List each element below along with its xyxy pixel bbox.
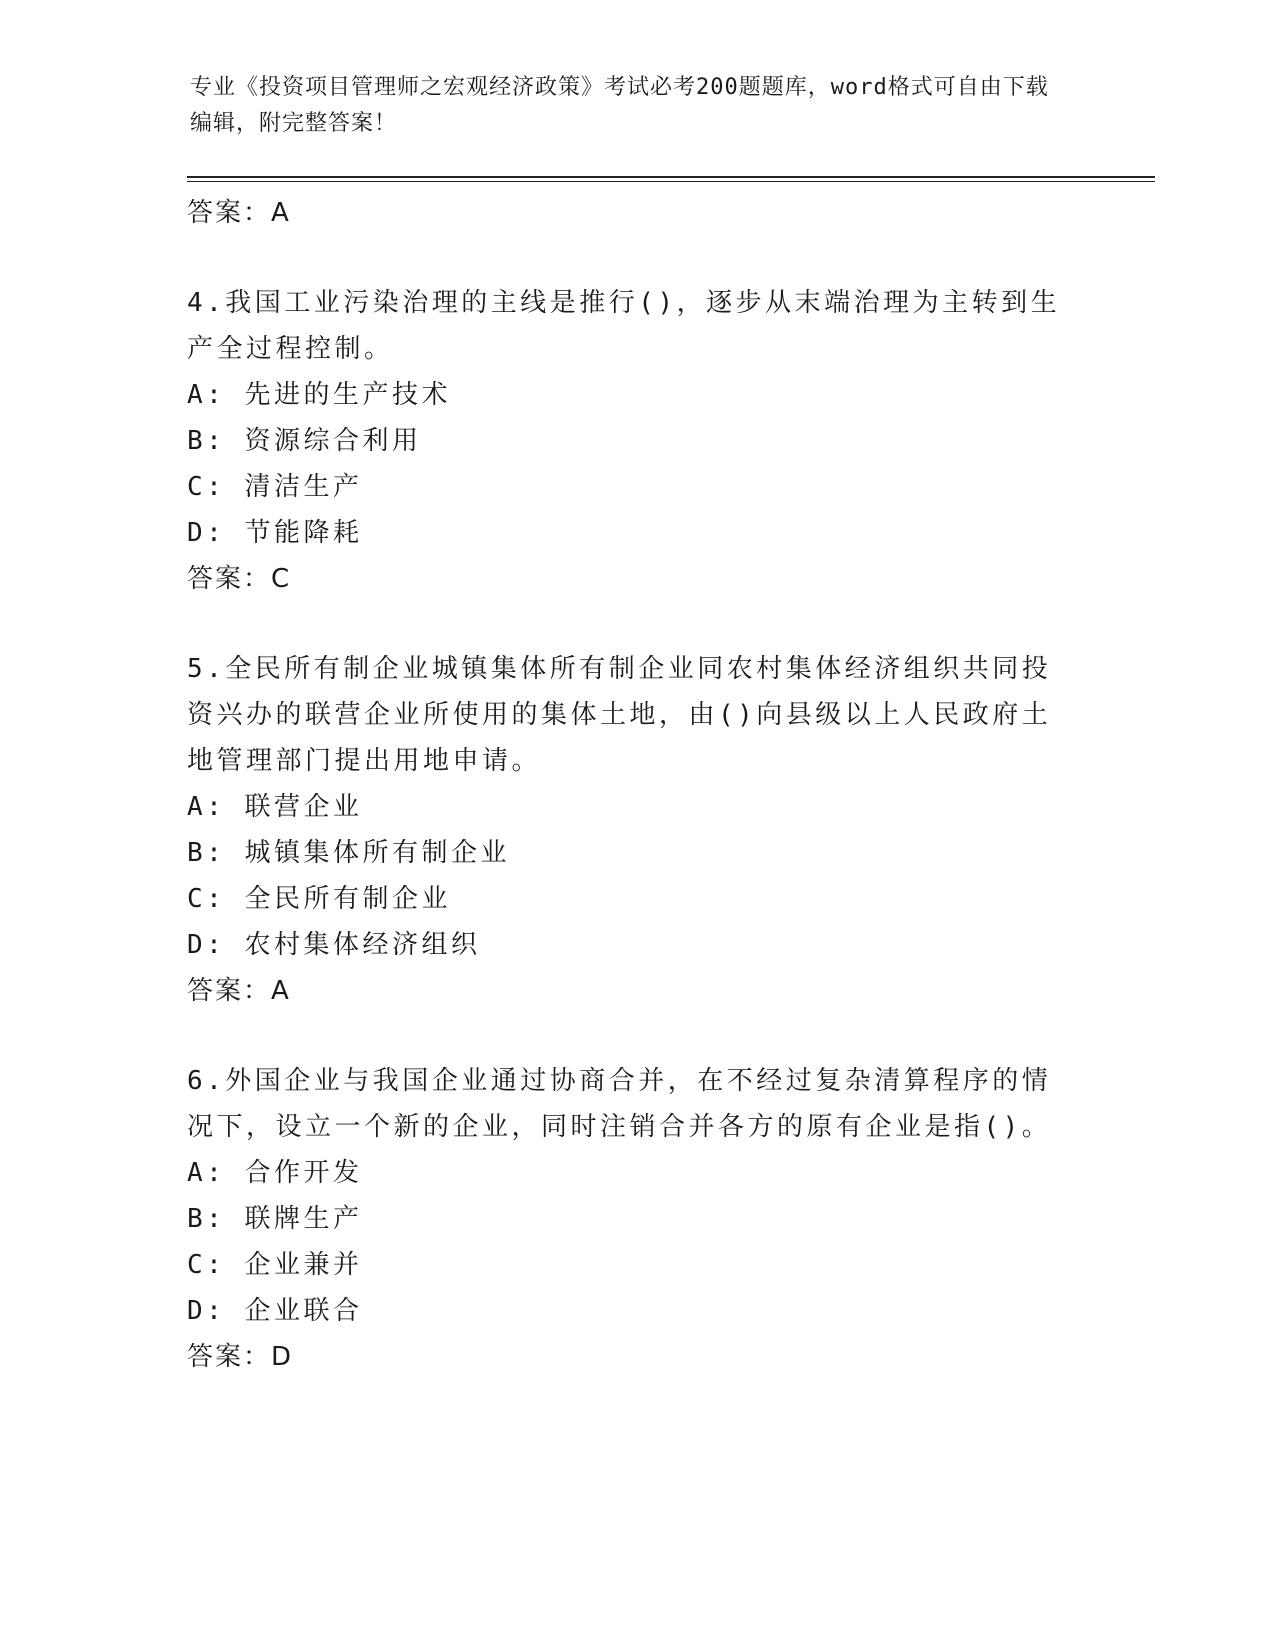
option-a: A: 先进的生产技术 — [187, 380, 451, 410]
option-d: D: 企业联合 — [187, 1296, 363, 1326]
answer-line: 答案：A — [187, 198, 291, 228]
option-d: D: 农村集体经济组织 — [187, 930, 481, 960]
document-header: 专业《投资项目管理师之宏观经济政策》考试必考200题题库，word格式可自由下载编辑，附完整答案！ — [190, 75, 1049, 136]
option-c: C: 清洁生产 — [187, 472, 363, 502]
question-stem: 4.我国工业污染治理的主线是推行()，逐步从末端治理为主转到生产全过程控制。 — [187, 288, 1061, 364]
option-b: B: 城镇集体所有制企业 — [187, 838, 510, 868]
option-a: A: 联营企业 — [187, 792, 363, 822]
option-b: B: 资源综合利用 — [187, 426, 422, 456]
question-list — [187, 190, 1067, 1380]
question-block — [187, 1058, 1067, 1380]
question-block — [187, 280, 1067, 602]
option-c: C: 全民所有制企业 — [187, 884, 451, 914]
answer-line: 答案：C — [187, 564, 292, 594]
question-stem: 6.外国企业与我国企业通过协商合并，在不经过复杂清算程序的情况下，设立一个新的企业，同时注销合并各方的原有企业是指()。 — [187, 1066, 1052, 1142]
option-a: A: 合作开发 — [187, 1158, 363, 1188]
question-stem: 5.全民所有制企业城镇集体所有制企业同农村集体经济组织共同投资兴办的联营企业所使用的集体土地，由()向县级以上人民政府土地管理部门提出用地申请。 — [187, 654, 1052, 776]
header-divider — [187, 176, 1155, 182]
option-d: D: 节能降耗 — [187, 518, 363, 548]
option-b: B: 联牌生产 — [187, 1204, 363, 1234]
answer-line: 答案：D — [187, 1342, 294, 1372]
option-c: C: 企业兼并 — [187, 1250, 363, 1280]
question-block — [187, 646, 1067, 1014]
answer-line: 答案：A — [187, 976, 291, 1006]
